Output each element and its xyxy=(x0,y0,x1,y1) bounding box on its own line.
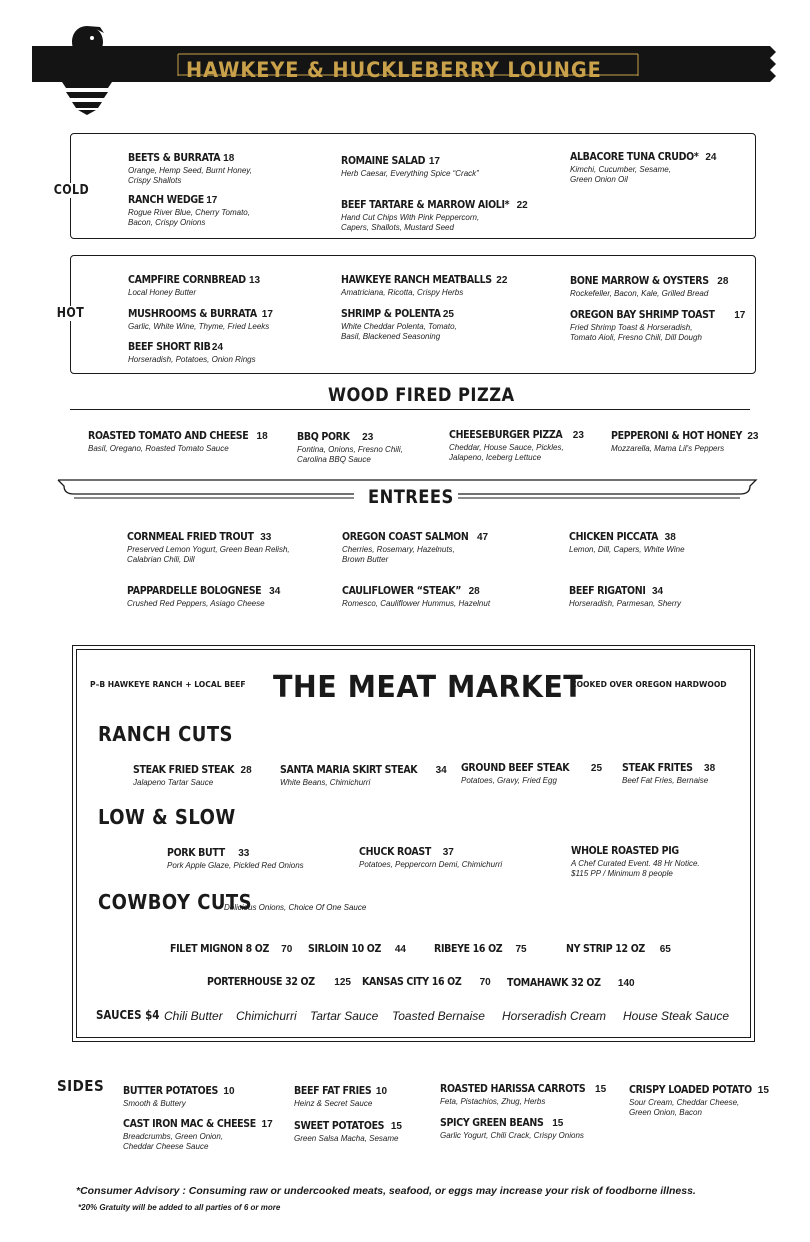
gratuity-note: *20% Gratuity will be added to all parties of 6 or more xyxy=(78,1203,281,1212)
menu-item: NY STRIP 12 OZ 65 xyxy=(566,942,671,955)
menu-item: STEAK FRIED STEAK 28 Jalapeno Tartar Sauce xyxy=(133,763,252,787)
hot-label: HOT xyxy=(56,306,85,321)
menu-item: MUSHROOMS & BURRATA 17 Garlic, White Wine, Thyme, Fried Leeks xyxy=(128,307,273,331)
menu-item: RIBEYE 16 OZ 75 xyxy=(434,942,527,955)
sauce-item: Toasted Bernaise xyxy=(392,1009,485,1023)
sauce-item: House Steak Sauce xyxy=(623,1009,730,1023)
sauce-item: Chili Butter xyxy=(164,1009,223,1023)
cold-label: COLD xyxy=(53,183,90,198)
menu-item: GROUND BEEF STEAK 25 Potatoes, Gravy, Fried Egg xyxy=(461,761,603,785)
menu-item: CHEESEBURGER PIZZA 23 Cheddar, House Sauce, Pickles, Jalapeno, Iceberg Lettuce xyxy=(449,428,584,462)
menu-item: BEEF RIGATONI 34 Horseradish, Parmesan, Sherry xyxy=(569,584,682,608)
menu-item: PORK BUTT 33 Pork Apple Glaze, Pickled Red Onions xyxy=(167,846,304,870)
consumer-advisory: *Consumer Advisory : Consuming raw or undercooked meats, seafood, or eggs may increase your risk of foodborne illness. xyxy=(76,1185,696,1197)
menu-item: ALBACORE TUNA CRUDO* 24 Kimchi, Cucumber, Sesame, Green Onion Oil xyxy=(570,150,717,184)
meat-market-title: THE MEAT MARKET xyxy=(273,670,584,705)
menu-item: PAPPARDELLE BOLOGNESE 34 Crushed Red Peppers, Asiago Cheese xyxy=(127,584,281,608)
menu-item: OREGON COAST SALMON 47 Cherries, Rosemary, Hazelnuts, Brown Butter xyxy=(342,530,489,564)
sauce-item: Chimichurri xyxy=(236,1009,297,1023)
meat-market-left-tag: P–B HAWKEYE RANCH + LOCAL BEEF xyxy=(90,680,246,689)
menu-item: KANSAS CITY 16 OZ 70 xyxy=(362,975,491,988)
cowboy-cuts-subtitle: Delicious Onions, Choice Of One Sauce xyxy=(224,903,367,912)
meat-market-right-tag: COOKED OVER OREGON HARDWOOD xyxy=(571,680,727,689)
menu-item: ROASTED TOMATO AND CHEESE 18 Basil, Oregano, Roasted Tomato Sauce xyxy=(88,429,268,453)
pizza-title: WOOD FIRED PIZZA xyxy=(328,384,515,406)
low-slow-title: LOW & SLOW xyxy=(98,805,236,829)
menu-item: CAMPFIRE CORNBREAD 13 Local Honey Butter xyxy=(128,273,261,297)
menu-item: BEEF TARTARE & MARROW AIOLI* 22 Hand Cut Chips With Pink Peppercorn, Capers, Shallots, Mustard Seed xyxy=(341,198,528,232)
ranch-cuts-title: RANCH CUTS xyxy=(98,722,233,746)
menu-item: BEETS & BURRATA 18 Orange, Hemp Seed, Burnt Honey, Crispy Shallots xyxy=(128,151,252,185)
menu-item: CHICKEN PICCATA 38 Lemon, Dill, Capers, White Wine xyxy=(569,530,685,554)
menu-item: BONE MARROW & OYSTERS 28 Rockefeller, Bacon, Kale, Grilled Bread xyxy=(570,274,729,298)
sauce-item: Horseradish Cream xyxy=(502,1009,607,1023)
sauce-item: Tartar Sauce xyxy=(310,1009,379,1023)
menu-item: FILET MIGNON 8 OZ 70 xyxy=(170,942,293,955)
menu-item: SWEET POTATOES 15 Green Salsa Macha, Sesame xyxy=(294,1119,402,1143)
menu-item: CAST IRON MAC & CHEESE 17 Breadcrumbs, Green Onion, Cheddar Cheese Sauce xyxy=(123,1117,273,1151)
menu-item: CRISPY LOADED POTATO 15 Sour Cream, Cheddar Cheese, Green Onion, Bacon xyxy=(629,1083,769,1117)
cowboy-cuts-title: COWBOY CUTS xyxy=(98,890,253,914)
menu-item: BUTTER POTATOES 10 Smooth & Buttery xyxy=(123,1084,235,1108)
menu-item: PORTERHOUSE 32 OZ 125 xyxy=(207,975,351,988)
menu-item: WHOLE ROASTED PIG A Chef Curated Event. 48 Hr Notice. $115 PP / Minimum 8 people xyxy=(571,844,700,878)
menu-item: BEEF FAT FRIES 10 Heinz & Secret Sauce xyxy=(294,1084,388,1108)
menu-item: BBQ PORK 23 Fontina, Onions, Fresno Chili, Carolina BBQ Sauce xyxy=(297,430,403,464)
menu-item: HAWKEYE RANCH MEATBALLS 22 Amatriciana, Ricotta, Crispy Herbs xyxy=(341,273,508,297)
menu-item: TOMAHAWK 32 OZ 140 xyxy=(507,976,635,989)
eagle-icon xyxy=(56,24,118,116)
divider xyxy=(70,409,750,410)
menu-item: ROMAINE SALAD 17 Herb Caesar, Everything Spice “Crack” xyxy=(341,154,479,178)
menu-item: CORNMEAL FRIED TROUT 33 Preserved Lemon Yogurt, Green Bean Relish, Calabrian Chili, Dill xyxy=(127,530,290,564)
menu-item: RANCH WEDGE 17 Rogue River Blue, Cherry Tomato, Bacon, Crispy Onions xyxy=(128,193,250,227)
menu-item: CAULIFLOWER “STEAK” 28 Romesco, Cauliflower Hummus, Hazelnut xyxy=(342,584,491,608)
menu-item: ROASTED HARISSA CARROTS 15 Feta, Pistachios, Zhug, Herbs xyxy=(440,1082,607,1106)
menu-item: SPICY GREEN BEANS 15 Garlic Yogurt, Chili Crack, Crispy Onions xyxy=(440,1116,584,1140)
menu-item: CHUCK ROAST 37 Potatoes, Peppercorn Demi, Chimichurri xyxy=(359,845,503,869)
entrees-title: ENTREES xyxy=(368,486,454,508)
sauces-label: SAUCES $4 xyxy=(96,1008,160,1022)
menu-item: BEEF SHORT RIB24 Horseradish, Potatoes, Onion Rings xyxy=(128,340,256,364)
menu-item: SANTA MARIA SKIRT STEAK 34 White Beans, Chimichurri xyxy=(280,763,447,787)
menu-item: PEPPERONI & HOT HONEY 23 Mozzarella, Mama Lil's Peppers xyxy=(611,429,759,453)
page-title: HAWKEYE & HUCKLEBERRY LOUNGE xyxy=(186,58,602,82)
menu-item: STEAK FRITES 38 Beef Fat Fries, Bernaise xyxy=(622,761,716,785)
menu-item: OREGON BAY SHRIMP TOAST 17 Fried Shrimp Toast & Horseradish, Tomato Aioli, Fresno Chili, Dill Dough xyxy=(570,308,746,342)
menu-item: SHRIMP & POLENTA 25 White Cheddar Polenta, Tomato, Basil, Blackened Seasoning xyxy=(341,307,457,341)
sides-label: SIDES xyxy=(57,1077,105,1095)
menu-item: SIRLOIN 10 OZ 44 xyxy=(308,942,406,955)
